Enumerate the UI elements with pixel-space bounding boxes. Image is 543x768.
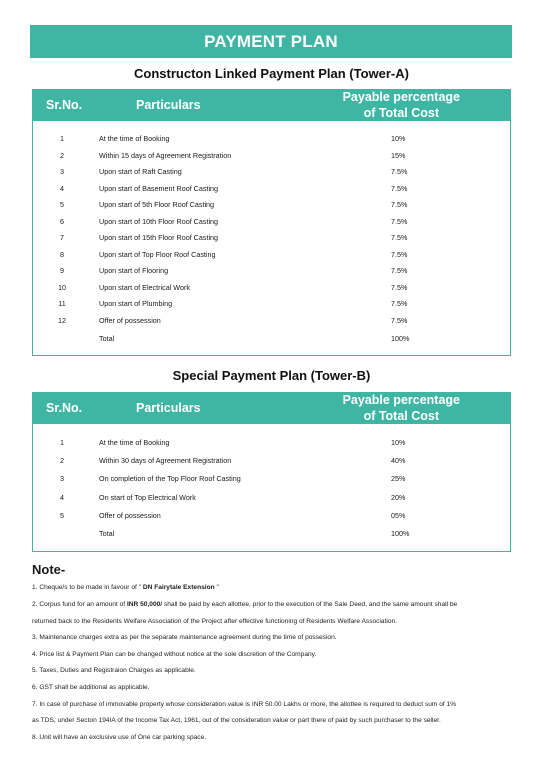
table-row — [33, 166, 510, 178]
particulars-cell: Within 30 days of Agreement Registration — [99, 456, 232, 466]
header-payable-line2: of Total Cost — [363, 106, 440, 120]
table-row — [33, 473, 510, 485]
note-2-continued: returned back to the Residents Welfare Association of the Project after effective functioning of Residents Welfare Association. — [32, 618, 398, 625]
sr-no-cell: 4 — [60, 183, 64, 193]
header-sr-no: Sr.No. — [46, 98, 83, 112]
table-row — [33, 216, 510, 228]
sr-no-cell: 2 — [60, 150, 64, 160]
percentage-cell: 7.5% — [391, 282, 408, 292]
sr-no-cell: 7 — [60, 233, 64, 242]
note-6: 6. GST shall be additional as applicable. — [32, 684, 150, 691]
percentage-cell: 7.5% — [391, 167, 408, 176]
table-row — [33, 265, 510, 277]
particulars-cell: Total — [99, 529, 115, 538]
percentage-cell: 10% — [391, 438, 406, 447]
note-2-amount: INR 50,000/ — [126, 601, 163, 608]
sr-no-cell: 11 — [58, 299, 66, 308]
percentage-cell: 100% — [391, 334, 410, 343]
sr-no-cell: 6 — [60, 216, 64, 226]
tower-a-title: Constructon Linked Payment Plan (Tower-A) — [134, 66, 409, 81]
sr-no-cell: 1 — [60, 134, 64, 143]
note-7: 7. In case of purchase of immovable property whose consideration value is INR 50.00 Lakhs or more, the allottee is required to deduct sum of 1% — [32, 701, 457, 708]
particulars-cell: Upon start of Top Floor Roof Casting — [99, 249, 216, 259]
sr-no-cell: 3 — [60, 474, 64, 484]
header-particulars: Particulars — [136, 401, 201, 415]
header-payable-line1: Payable percentage — [342, 90, 460, 104]
note-1-text: 1. Cheque/s to be made in favour of " — [32, 584, 143, 591]
percentage-cell: 7.5% — [391, 216, 408, 226]
particulars-cell: Offer of possession — [99, 315, 161, 325]
particulars-cell: Upon start of 5th Floor Roof Casting — [99, 200, 215, 209]
header-payable — [343, 392, 460, 424]
particulars-cell: At the time of Booking — [99, 438, 170, 447]
particulars-cell: Upon start of 10th Floor Roof Casting — [99, 216, 219, 226]
percentage-cell: 15% — [391, 150, 406, 160]
percentage-cell: 7.5% — [391, 299, 408, 308]
tower-b-header — [33, 393, 510, 424]
sr-no-cell: 8 — [60, 249, 64, 259]
percentage-cell: 05% — [391, 510, 406, 520]
header-payable-line1: Payable percentage — [342, 393, 460, 407]
note-title: Note- — [32, 562, 66, 577]
table-row — [33, 455, 510, 467]
header-payable — [343, 89, 460, 121]
note-1 — [32, 583, 522, 593]
percentage-cell: 40% — [391, 456, 406, 466]
particulars-cell: Within 15 days of Agreement Registration — [99, 150, 232, 160]
note-8: 8. Unit will have an exclusive use of One car parking space. — [32, 734, 207, 741]
note-1-end: " — [214, 584, 219, 591]
table-row — [33, 133, 510, 145]
tower-b-title: Special Payment Plan (Tower-B) — [172, 368, 371, 383]
note-1-payee: DN Fairytale Extension — [142, 584, 215, 591]
percentage-cell: 25% — [391, 474, 406, 484]
sr-no-cell: 5 — [60, 200, 64, 209]
percentage-cell: 10% — [391, 134, 406, 143]
particulars-cell: Total — [99, 334, 115, 343]
particulars-cell: Upon start of Raft Casting — [99, 167, 182, 176]
particulars-cell: Upon start of Flooring — [99, 266, 169, 275]
particulars-cell: Offer of possession — [99, 510, 161, 520]
table-row — [33, 183, 510, 195]
table-row — [33, 528, 510, 540]
sr-no-cell: 1 — [60, 438, 64, 447]
note-5: 5. Taxes, Duties and Registraion Charges as applicable. — [32, 667, 196, 674]
sr-no-cell: 12 — [58, 315, 66, 325]
table-row — [33, 510, 510, 522]
particulars-cell: Upon start of Electrical Work — [99, 282, 190, 292]
payment-plan-banner: PAYMENT PLAN — [30, 25, 512, 58]
particulars-cell: On completion of the Top Floor Roof Casting — [99, 474, 241, 484]
note-3: 3. Maintenance charges extra as per the separate maintenance agreement during the time of possesion. — [32, 634, 337, 641]
particulars-cell: On start of Top Electrical Work — [99, 492, 196, 502]
table-row — [33, 298, 510, 310]
particulars-cell: Upon start of Basement Roof Casting — [99, 183, 219, 193]
percentage-cell: 100% — [391, 529, 410, 538]
note-4: 4. Price list & Payment Plan can be changed without notice at the sole discretion of the Company. — [32, 651, 317, 658]
percentage-cell: 7.5% — [391, 183, 408, 193]
note-2 — [32, 600, 522, 610]
particulars-cell: Upon start of 15th Floor Roof Casting — [99, 233, 219, 242]
percentage-cell: 20% — [391, 492, 406, 502]
particulars-cell: Upon start of Plumbing — [99, 299, 173, 308]
table-row — [33, 333, 510, 345]
table-row — [33, 315, 510, 327]
tower-a-table — [32, 89, 511, 356]
percentage-cell: 7.5% — [391, 266, 408, 275]
table-row — [33, 232, 510, 244]
sr-no-cell: 9 — [60, 266, 64, 275]
sr-no-cell: 5 — [60, 510, 64, 520]
percentage-cell: 7.5% — [391, 233, 408, 242]
table-row — [33, 282, 510, 294]
table-row — [33, 199, 510, 211]
header-particulars: Particulars — [136, 98, 201, 112]
table-row — [33, 437, 510, 449]
tower-b-table — [32, 392, 511, 552]
note-2-rest: shall be paid by each allottee, prior to the execution of the Sale Deed, and the same amount shall be — [162, 601, 458, 608]
percentage-cell: 7.5% — [391, 249, 408, 259]
tower-a-header — [33, 90, 510, 121]
particulars-cell: At the time of Booking — [99, 134, 170, 143]
sr-no-cell: 3 — [60, 167, 64, 176]
table-row — [33, 249, 510, 261]
percentage-cell: 7.5% — [391, 315, 408, 325]
table-row — [33, 492, 510, 504]
percentage-cell: 7.5% — [391, 200, 408, 209]
note-7-continued: as TDS, under Secton 194IA of the Income Tax Act, 1961, out of the consideration value or part there of paid by such purchaser to the seller. — [32, 717, 441, 724]
header-sr-no: Sr.No. — [46, 401, 83, 415]
sr-no-cell: 2 — [60, 456, 64, 466]
sr-no-cell: 10 — [58, 282, 66, 292]
note-2-text: 2. Corpus fund for an amount of — [32, 601, 127, 608]
sr-no-cell: 4 — [60, 492, 64, 502]
table-row — [33, 150, 510, 162]
header-payable-line2: of Total Cost — [363, 409, 440, 423]
